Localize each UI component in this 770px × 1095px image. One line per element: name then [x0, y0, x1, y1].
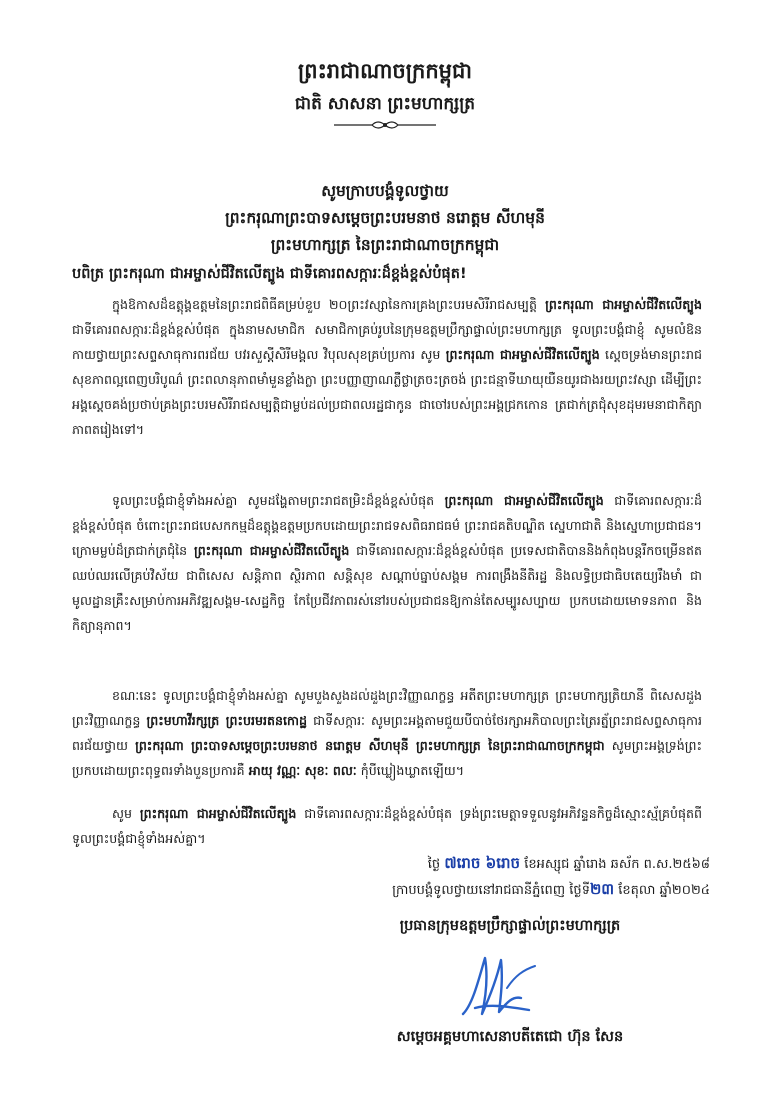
body-text-run: សូមព្រះអង្គទ្រង់ព្រះប្រកបដោយព្រះពុទ្ធពរទាំងបួនប្រការគឺ [72, 738, 702, 778]
body-text-run: ជាទីគោរពសក្ការៈដ៏ខ្ពង់ខ្ពស់បំផុត ក្នុងនាមសមាជិក សមាជិកាគ្រប់រូបនៃក្រុមឧត្តមប្រឹក្សាផ្ទាល់ព្រះមហាក្សត្រ ទូលព្រះបង្គំជាខ្ញុំ សូមលំឱនកាយថ្វាយព្រះសព្ទសាធុការពរជ័យ បវរសួស្តីសិរីមង្គល វិបុលសុខគ្រប់ប្រការ សូម [72, 322, 702, 362]
body-text-run: ស្តេចទ្រង់មានព្រះរាជសុខភាពល្អពេញបរិបូណ៌ ព្រះពលានុភាពមាំមួនខ្លាំងក្លា ព្រះបញ្ញាញាណភ្លឺថ្លាត្រចះត្រចង់ ព្រះជន្មាទីឃាយុយឺនយូរជាងរយព្រះវស្សា ដើម្បីព្រះអង្គស្តេចគង់ប្រថាប់គ្រងព្រះបរមសិរីរាជសម្បត្តិជាម្លប់ដល់ប្រជាពលរដ្ឋជាកូន ជាចៅរបស់ព្រះអង្គជ្រកកោន ត្រជាក់ត្រជុំសុខដុមរមនាជាកិត្យាភាពតរៀងទៅ។ [72, 347, 702, 437]
emphasized-text: ព្រះករុណា ជាអម្ចាស់ជីវិតលើត្បូង [193, 543, 350, 558]
body-text-run: កុំបីឃ្លៀងឃ្លាតឡើយ។ [356, 763, 465, 778]
lunar-day-handwritten: ៧រោច ៦រោច [444, 854, 521, 872]
paragraph-4 [72, 801, 702, 851]
emphasized-text: ព្រះករុណា ជាអម្ចាស់ជីវិតលើត្បូង [445, 347, 600, 362]
lunar-date-line [0, 854, 710, 876]
solar-date-rest: ខែតុលា ឆ្នាំ២០២៤ [618, 883, 710, 898]
body-text-run: សូម [112, 806, 140, 821]
emphasized-text: ព្រះករុណា ជាអម្ចាស់ជីវិតលើត្បូង [545, 297, 702, 312]
paragraph-1 [72, 292, 702, 442]
national-motto: ជាតិ សាសនា ព្រះមហាក្សត្រ [294, 94, 476, 114]
body-text-run: ខណៈនេះ ទូលព្រះបង្គំជាខ្ញុំទាំងអស់គ្នា សូមបួងសួងដល់ដួងព្រះវិញ្ញាណក្ខន្ធ អតីតព្រះមហាក្សត្រ ព្រះមហាក្សត្រិយានី ពិសេសដួងព្រះវិញ្ញាណក្ខន្ធ [72, 688, 702, 728]
body-text-run: ជាទីគោរពសក្ការៈដ៏ខ្ពង់ខ្ពស់បំផុត ទ្រង់ព្រះមេត្តាទទួលនូវអភិវន្ទនកិច្ចដ៏ស្មោះស្ម័គ្រ​បំផុតពីទូលព្រះបង្គំជាខ្ញុំទាំងអស់គ្នា។ [72, 806, 702, 846]
solar-date-line [0, 880, 710, 902]
body-text-run: ជាទីសក្ការៈ សូមព្រះអង្គតាមជួយបីបាច់ថែរក្សាអភិបាលព្រះត្រៃរត្ន័ព្រះរាជសព្ទសាធុការពរជ័យថ្វាយ [72, 713, 702, 753]
ornament-divider-icon [332, 118, 438, 132]
body-text-run: ជាទីគោរពសក្ការៈដ៏ខ្ពង់ខ្ពស់បំផុត ចំពោះព្រះរាជបេសកកម្មដ៏ឧត្តុង្គឧត្តមប្រកបដោយព្រះរាជទសពិធរាជធម៌ ព្រះរាជគតិបណ្ឌិត ស្នេហាជាតិ និងស្នេហាប្រជាជន។ ក្រោមម្លប់ដ៏ត្រជាក់ត្រជុំនៃ [72, 493, 702, 558]
body-text-run: ទូលព្រះបង្គំជាខ្ញុំទាំងអស់គ្នា សូមដង្ហែតាមព្រះរាជតម្រិះដ៏ខ្ពង់ខ្ពស់បំផុត [112, 493, 445, 508]
address-line-3: ព្រះមហាក្សត្រ នៃព្រះរាជាណាចក្រកម្ពុជា [270, 236, 500, 254]
emphasized-text: ព្រះករុណា ព្រះបាទសម្តេចព្រះបរមនាថ នរោត្តម សីហមុនី ព្រះមហាក្សត្រ នៃព្រះរាជាណាចក្រកម្ពុជា [135, 738, 605, 753]
signatory-name: សម្តេចអគ្គមហាសេនាបតីតេជោ ហ៊ុន សែន [396, 1029, 624, 1045]
lunar-date-prefix: ថ្ងៃ [427, 857, 441, 872]
emphasized-text: ព្រះមហាវីរក្សត្រ ព្រះបរមរតនកោដ្ឋ [146, 713, 307, 728]
address-block [0, 178, 770, 259]
paragraph-3 [72, 683, 702, 783]
paragraph-2 [72, 488, 702, 638]
solar-day-handwritten: ២៣ [589, 880, 615, 898]
address-line-2: ព្រះករុណាព្រះបាទសម្តេចព្រះបរមនាថ នរោត្តម សីហមុនី [225, 209, 545, 227]
body-text-run: ក្នុងឱកាសដ៏ឧត្តុង្គឧត្តមនៃព្រះរាជពិធីគម្រប់ខួប ២០ព្រះវស្សានៃការគ្រងព្រះបរមសិរីរាជសម្បត្តិ [112, 297, 546, 312]
kingdom-heading: ព្រះរាជាណាចក្រកម្ពុជា [297, 59, 472, 83]
body-text-run: ជាទីគោរពសក្ការៈដ៏ខ្ពង់ខ្ពស់បំផុត ប្រទេសជាតិបាននិងកំពុងបន្តរីកចម្រើនឥតឈប់ឈរលើគ្រប់វិស័យ ជាពិសេស សន្តិភាព ស្ថិរភាព សន្តិសុខ សណ្តាប់ធ្នាប់សង្គម ការពង្រឹងនីតិរដ្ឋ និងលទ្ធិប្រជាធិបតេយ្យរឹងមាំ ជាមូលដ្ឋានគ្រឹះសម្រាប់ការអភិវឌ្ឍសង្គម-សេដ្ឋកិច្ច កែប្រែជីវភាពរស់នៅរបស់ប្រជាជនឱ្យកាន់តែសម្បូរសប្បាយ ប្រកបដោយមោទនភាព និងកិត្យានុភាព។ [72, 543, 702, 633]
solar-date-prefix: ក្រាបបង្គំទូលថ្វាយនៅរាជធានីភ្នំពេញ ថ្ងៃទី [392, 883, 590, 898]
salutation-line: បពិត្រ ព្រះករុណា ជាអម្ចាស់ជីវិតលើត្បូង ជាទីគោរពសក្ការៈដ៏ខ្ពង់ខ្ពស់បំផុត! [72, 266, 467, 282]
signatory-title: ប្រធានក្រុមឧត្តមប្រឹក្សាផ្ទាល់ព្រះមហាក្សត្រ [399, 918, 621, 934]
emphasized-text: អាយុ វណ្ណៈ សុខៈ ពលៈ [248, 763, 357, 778]
lunar-date-rest: ខែអស្សុជ ឆ្នាំរោង ឆស័ក ព.ស.២៥៦៨ [524, 857, 710, 872]
handwritten-signature-icon [455, 948, 545, 1026]
emphasized-text: ព្រះករុណា ជាអម្ចាស់ជីវិតលើត្បូង [444, 493, 604, 508]
emphasized-text: ព្រះករុណា ជាអម្ចាស់ជីវិតលើត្បូង [139, 806, 297, 821]
address-line-1: សូមក្រាបបង្គំទូលថ្វាយ [321, 182, 449, 200]
